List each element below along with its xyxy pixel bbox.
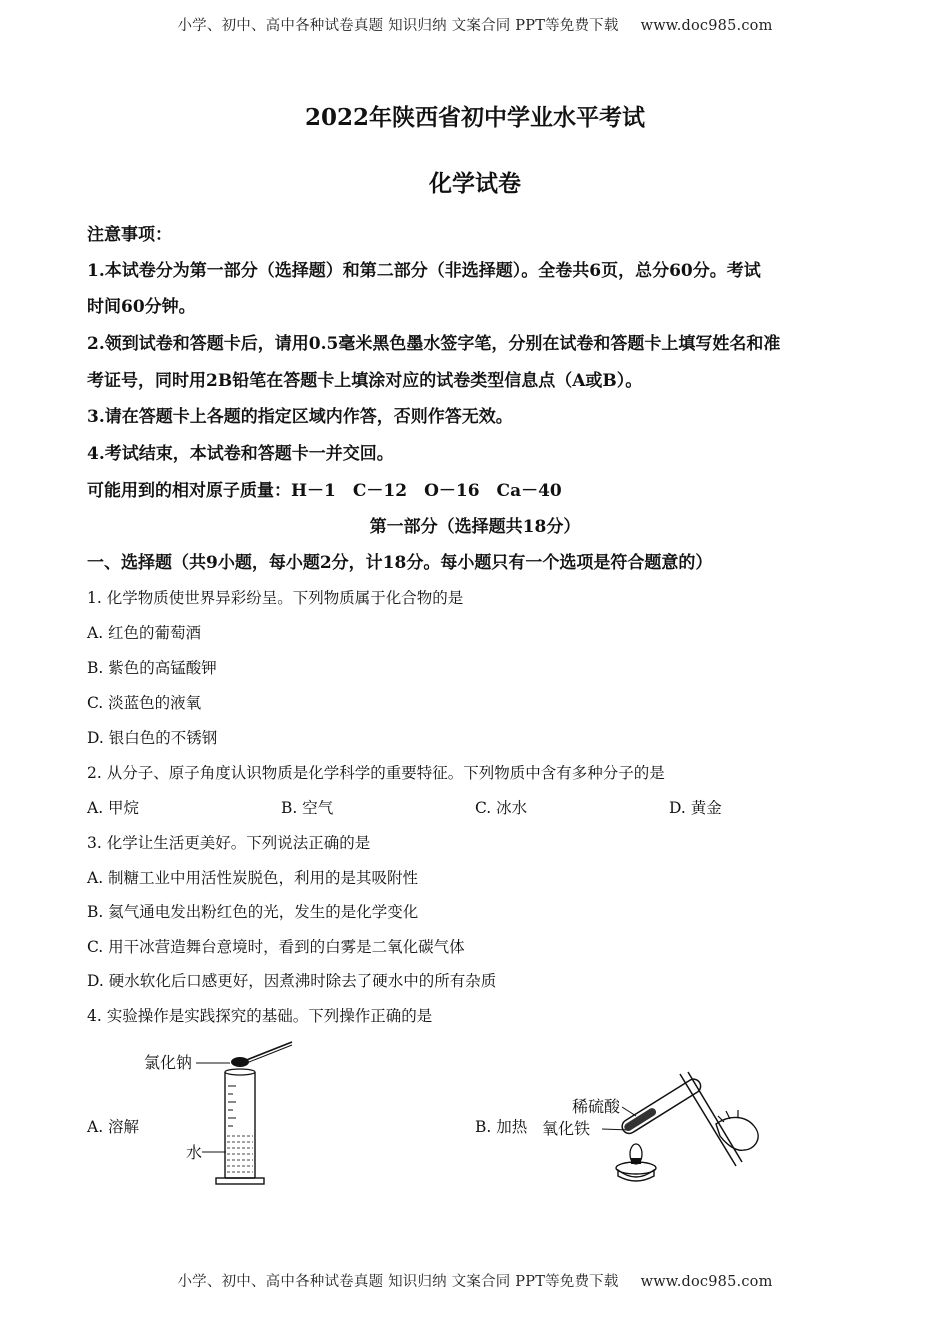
question-2-option-a: A. 甲烷: [87, 799, 140, 817]
part1-title: 第一部分（选择题共18分）: [369, 517, 581, 537]
question-1-option-b: B. 紫色的高锰酸钾: [87, 659, 217, 677]
notice-item-2-cont: 考证号，同时用2B铅笔在答题卡上填涂对应的试卷类型信息点（A或B）。: [87, 371, 643, 391]
iron-oxide-label: 氧化铁: [542, 1119, 591, 1138]
question-3-option-b: B. 氦气通电发出粉红色的光，发生的是化学变化: [87, 903, 419, 921]
question-3-stem: 3. 化学让生活更美好。下列说法正确的是: [87, 834, 371, 852]
header-site-link[interactable]: www.doc985.com: [640, 18, 773, 34]
question-1-option-a: A. 红色的葡萄酒: [87, 624, 202, 642]
question-2-option-c: C. 冰水: [475, 799, 528, 817]
notice-item-4: 4.考试结束，本试卷和答题卡一并交回。: [87, 444, 394, 464]
notice-item-3: 3.请在答题卡上各题的指定区域内作答，否则作答无效。: [87, 407, 513, 427]
question-2-stem: 2. 从分子、原子角度认识物质是化学科学的重要特征。下列物质中含有多种分子的是: [87, 764, 665, 782]
page-header: [0, 14, 950, 35]
notice-item-1-cont: 时间60分钟。: [87, 297, 196, 317]
header-text: 小学、初中、高中各种试卷真题 知识归纳 文案合同 PPT等免费下载: [177, 18, 619, 34]
question-3-option-c: C. 用干冰营造舞台意境时，看到的白雾是二氧化碳气体: [87, 938, 465, 956]
water-label: 水: [186, 1143, 203, 1162]
page-footer: [0, 1270, 950, 1291]
question-4-stem: 4. 实验操作是实践探究的基础。下列操作正确的是: [87, 1007, 433, 1025]
question-4-option-b: B. 加热: [475, 1118, 528, 1136]
exam-title: 2022年陕西省初中学业水平考试: [304, 104, 645, 131]
question-1-option-c: C. 淡蓝色的液氧: [87, 694, 202, 712]
question-1-stem: 1. 化学物质使世界异彩纷呈。下列物质属于化合物的是: [87, 589, 464, 607]
question-4-option-a: A. 溶解: [87, 1118, 140, 1136]
sodium-chloride-label: 氯化钠: [144, 1053, 193, 1072]
heating-figure: [540, 1066, 770, 1184]
section1-title: 一、选择题（共9小题，每小题2分，计18分。每小题只有一个选项是符合题意的）: [87, 553, 713, 573]
atomic-mass-line: 可能用到的相对原子质量：H－1 C－12 O－16 Ca－40: [87, 481, 562, 501]
notice-item-1: 1.本试卷分为第一部分（选择题）和第二部分（非选择题）。全卷共6页，总分60分。考试: [87, 261, 761, 281]
question-2-option-d: D. 黄金: [669, 799, 722, 817]
footer-site-link[interactable]: www.doc985.com: [640, 1274, 773, 1290]
question-1-option-d: D. 银白色的不锈钢: [87, 729, 218, 747]
dissolving-figure: [140, 1036, 300, 1196]
question-2-option-b: B. 空气: [281, 799, 334, 817]
notice-item-2: 2.领到试卷和答题卡后，请用0.5毫米黑色墨水签字笔，分别在试卷和答题卡上填写姓名和准: [87, 334, 781, 354]
notice-heading: 注意事项：: [87, 225, 172, 245]
dilute-sulfuric-acid-label: 稀硫酸: [572, 1097, 621, 1116]
question-3-option-d: D. 硬水软化后口感更好，因煮沸时除去了硬水中的所有杂质: [87, 972, 497, 990]
exam-subtitle: 化学试卷: [429, 170, 521, 197]
footer-text: 小学、初中、高中各种试卷真题 知识归纳 文案合同 PPT等免费下载: [177, 1274, 619, 1290]
question-3-option-a: A. 制糖工业中用活性炭脱色，利用的是其吸附性: [87, 869, 419, 887]
